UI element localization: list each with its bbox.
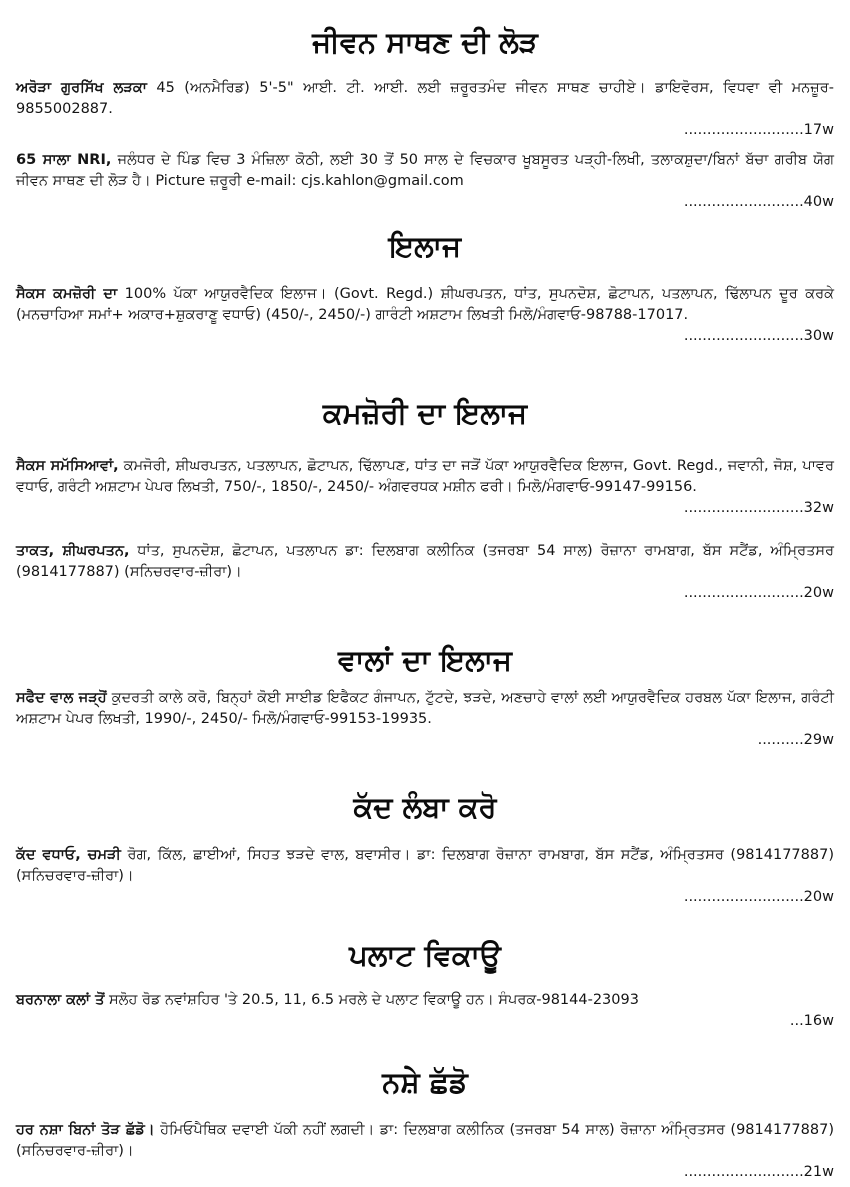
ad-text: ਹੋਮਿਓਪੈਥਿਕ ਦਵਾਈ ਪੱਕੀ ਨਹੀਂ ਲਗਦੀ। ਡਾ: ਦਿਲਬਾਗ ਕਲੀਨਿਕ (ਤਜਰਬਾ 54 ਸਾਲ) ਰੋਜ਼ਾਨਾ ਅੰਮ੍ਰਿਤਸਰ (9814177887) (ਸਨਿਚਰਵਾਰ-ਜ਼ੀਰਾ)। [16, 1122, 834, 1159]
ad-lead: ਕੱਦ ਵਧਾਓ, ਚਮੜੀ [16, 847, 121, 863]
ad-text: ਕੁਦਰਤੀ ਕਾਲੇ ਕਰੋ, ਬਿਨ੍ਹਾਂ ਕੋਈ ਸਾਈਡ ਇਫੈਕਟ ਗੰਜਾਪਨ, ਟੁੱਟਦੇ, ਝੜਦੇ, ਅਣਚਾਹੇ ਵਾਲਾਂ ਲਈ ਆਯੁਰਵੈਦਿਕ ਹਰਬਲ ਪੱਕਾ ਇਲਾਜ, ਗਰੰਟੀ ਅਸ਼ਟਾਮ ਪੇਪਰ ਲਿਖਤੀ, 1990/-, 2450/- ਮਿਲੋ/ਮੰਗਵਾਓ-99153-19935. [16, 690, 835, 727]
ad-code: ..........................21w [683, 1164, 834, 1180]
classified-ad [16, 845, 834, 908]
ad-text: ਸਲੋਹ ਰੋਡ ਨਵਾਂਸ਼ਹਿਰ 'ਤੇ 20.5, 11, 6.5 ਮਰਲੇ ਦੇ ਪਲਾਟ ਵਿਕਾਊ ਹਨ। ਸੰਪਰਕ-98144-23093 [104, 992, 639, 1008]
ad-code: ..........29w [757, 732, 834, 748]
ad-lead: ਤਾਕਤ, ਸ਼ੀਘਰਪਤਨ, [16, 543, 130, 559]
ad-lead: ਸਫੈਦ ਵਾਲ ਜੜ੍ਹੋਂ [16, 690, 107, 706]
classified-ad [16, 456, 834, 519]
section-heading-quit-addiction: ਨਸ਼ੇ ਛੱਡੋ [382, 1065, 468, 1099]
ad-code: ..........................32w [683, 500, 834, 516]
ad-code: ..........................30w [683, 328, 834, 344]
classified-ad [16, 150, 834, 213]
classified-ad [16, 1120, 834, 1183]
ad-lead: 65 ਸਾਲਾ NRI, [16, 152, 112, 168]
ad-lead: ਹਰ ਨਸ਼ਾ ਬਿਨਾਂ ਤੋੜ ਛੱਡੋ। [16, 1122, 155, 1138]
ad-code: ..........................40w [683, 194, 834, 210]
classified-ad [16, 541, 834, 604]
ad-lead: ਸੈਕਸ ਸਮੱਸਿਆਵਾਂ, [16, 458, 119, 474]
section-heading-increase-height: ਕੱਦ ਲੰਬਾ ਕਰੋ [353, 790, 497, 824]
ad-text: ਰੋਗ, ਕਿੱਲ, ਛਾਈਆਂ, ਸਿਹਤ ਝੜਦੇ ਵਾਲ, ਬਵਾਸੀਰ। ਡਾ: ਦਿਲਬਾਗ ਰੋਜ਼ਾਨਾ ਰਾਮਬਾਗ, ਬੱਸ ਸਟੈਂਡ, ਅੰਮ੍ਰਿਤਸਰ (9814177887) (ਸਨਿਚਰਵਾਰ-ਜ਼ੀਰਾ)। [16, 847, 834, 884]
ad-text: ਕਮਜੋਰੀ, ਸ਼ੀਘਰਪਤਨ, ਪਤਲਾਪਨ, ਛੋਟਾਪਨ, ਢਿੱਲਾਪਣ, ਧਾਂਤ ਦਾ ਜੜੋਂ ਪੱਕਾ ਆਯੁਰਵੈਦਿਕ ਇਲਾਜ, Govt. Regd., ਜਵਾਨੀ, ਜੋਸ਼, ਪਾਵਰ ਵਧਾਓ, ਗਰੰਟੀ ਅਸ਼ਟਾਮ ਪੇਪਰ ਲਿਖਤੀ, 750/-, 1850/-, 2450/- ਅੰਗਵਰਧਕ ਮਸ਼ੀਨ ਫਰੀ। ਮਿਲੋ/ਮੰਗਵਾਓ-99147-99156. [16, 458, 835, 495]
section-heading-hair-treatment: ਵਾਲਾਂ ਦਾ ਇਲਾਜ [338, 643, 512, 677]
classified-ad [16, 78, 834, 141]
ad-text: 45 (ਅਨਮੈਰਿਡ) 5'-5" ਆਈ. ਟੀ. ਆਈ. ਲਈ ਜ਼ਰੂਰਤਮੰਦ ਜੀਵਨ ਸਾਥਣ ਚਾਹੀਏ। ਡਾਇਵੋਰਸ, ਵਿਧਵਾ ਵੀ ਮਨਜ਼ੂਰ- 9855002887. [16, 80, 834, 117]
section-heading-plot-for-sale: ਪਲਾਟ ਵਿਕਾਊ [349, 938, 501, 972]
section-heading-weakness-treatment: ਕਮਜ਼ੋਰੀ ਦਾ ਇਲਾਜ [322, 396, 528, 430]
section-heading-life-partner: ਜੀਵਨ ਸਾਥਣ ਦੀ ਲੋੜ [312, 25, 538, 59]
ad-lead: ਅਰੋੜਾ ਗੁਰਸਿੱਖ ਲੜਕਾ [16, 80, 147, 96]
ad-code: ..........................20w [683, 585, 834, 601]
ad-code: ..........................20w [683, 889, 834, 905]
ad-lead: ਸੈਕਸ ਕਮਜ਼ੋਰੀ ਦਾ [16, 286, 118, 302]
classified-ad [16, 284, 834, 347]
classified-ad [16, 688, 834, 751]
classified-ad [16, 990, 834, 1032]
ad-text: ਜਲੰਧਰ ਦੇ ਪਿੰਡ ਵਿਚ 3 ਮੰਜ਼ਿਲਾ ਕੋਠੀ, ਲਈ 30 ਤੋਂ 50 ਸਾਲ ਦੇ ਵਿਚਕਾਰ ਖੂਬਸੂਰਤ ਪੜ੍ਹੀ-ਲਿਖੀ, ਤਲਾਕਸ਼ੁਦਾ/ਬਿਨਾਂ ਬੱਚਾ ਗਰੀਬ ਯੋਗ ਜੀਵਨ ਸਾਥਣ ਦੀ ਲੋੜ ਹੈ। Picture ਜ਼ਰੂਰੀ e-mail: cjs.kahlon@gmail.com [16, 152, 835, 189]
ad-text: 100% ਪੱਕਾ ਆਯੁਰਵੈਦਿਕ ਇਲਾਜ। (Govt. Regd.) ਸ਼ੀਘਰਪਤਨ, ਧਾਂਤ, ਸੁਪਨਦੋਸ਼, ਛੋਟਾਪਨ, ਪਤਲਾਪਨ, ਢਿੱਲਾਪਨ ਦੂਰ ਕਰਕੇ (ਮਨਚਾਹਿਆ ਸਮਾਂ+ ਅਕਾਰ+ਸ਼ੁਕਰਾਣੂ ਵਧਾਓ) (450/-, 2450/-) ਗਾਰੰਟੀ ਅਸ਼ਟਾਮ ਲਿਖਤੀ ਮਿਲੋ/ਮੰਗਵਾਓ-98788-17017. [16, 286, 834, 323]
ad-text: ਧਾਂਤ, ਸੁਪਨਦੋਸ਼, ਛੋਟਾਪਨ, ਪਤਲਾਪਨ ਡਾ: ਦਿਲਬਾਗ ਕਲੀਨਿਕ (ਤਜਰਬਾ 54 ਸਾਲ) ਰੋਜ਼ਾਨਾ ਰਾਮਬਾਗ, ਬੱਸ ਸਟੈਂਡ, ਅੰਮ੍ਰਿਤਸਰ (9814177887) (ਸਨਿਚਰਵਾਰ-ਜ਼ੀਰਾ)। [16, 543, 834, 580]
section-heading-treatment: ਇਲਾਜ [388, 229, 462, 263]
ad-code: ...16w [789, 1013, 834, 1029]
ad-lead: ਬਰਨਾਲਾ ਕਲਾਂ ਤੋਂ [16, 992, 105, 1008]
ad-code: ..........................17w [683, 122, 834, 138]
